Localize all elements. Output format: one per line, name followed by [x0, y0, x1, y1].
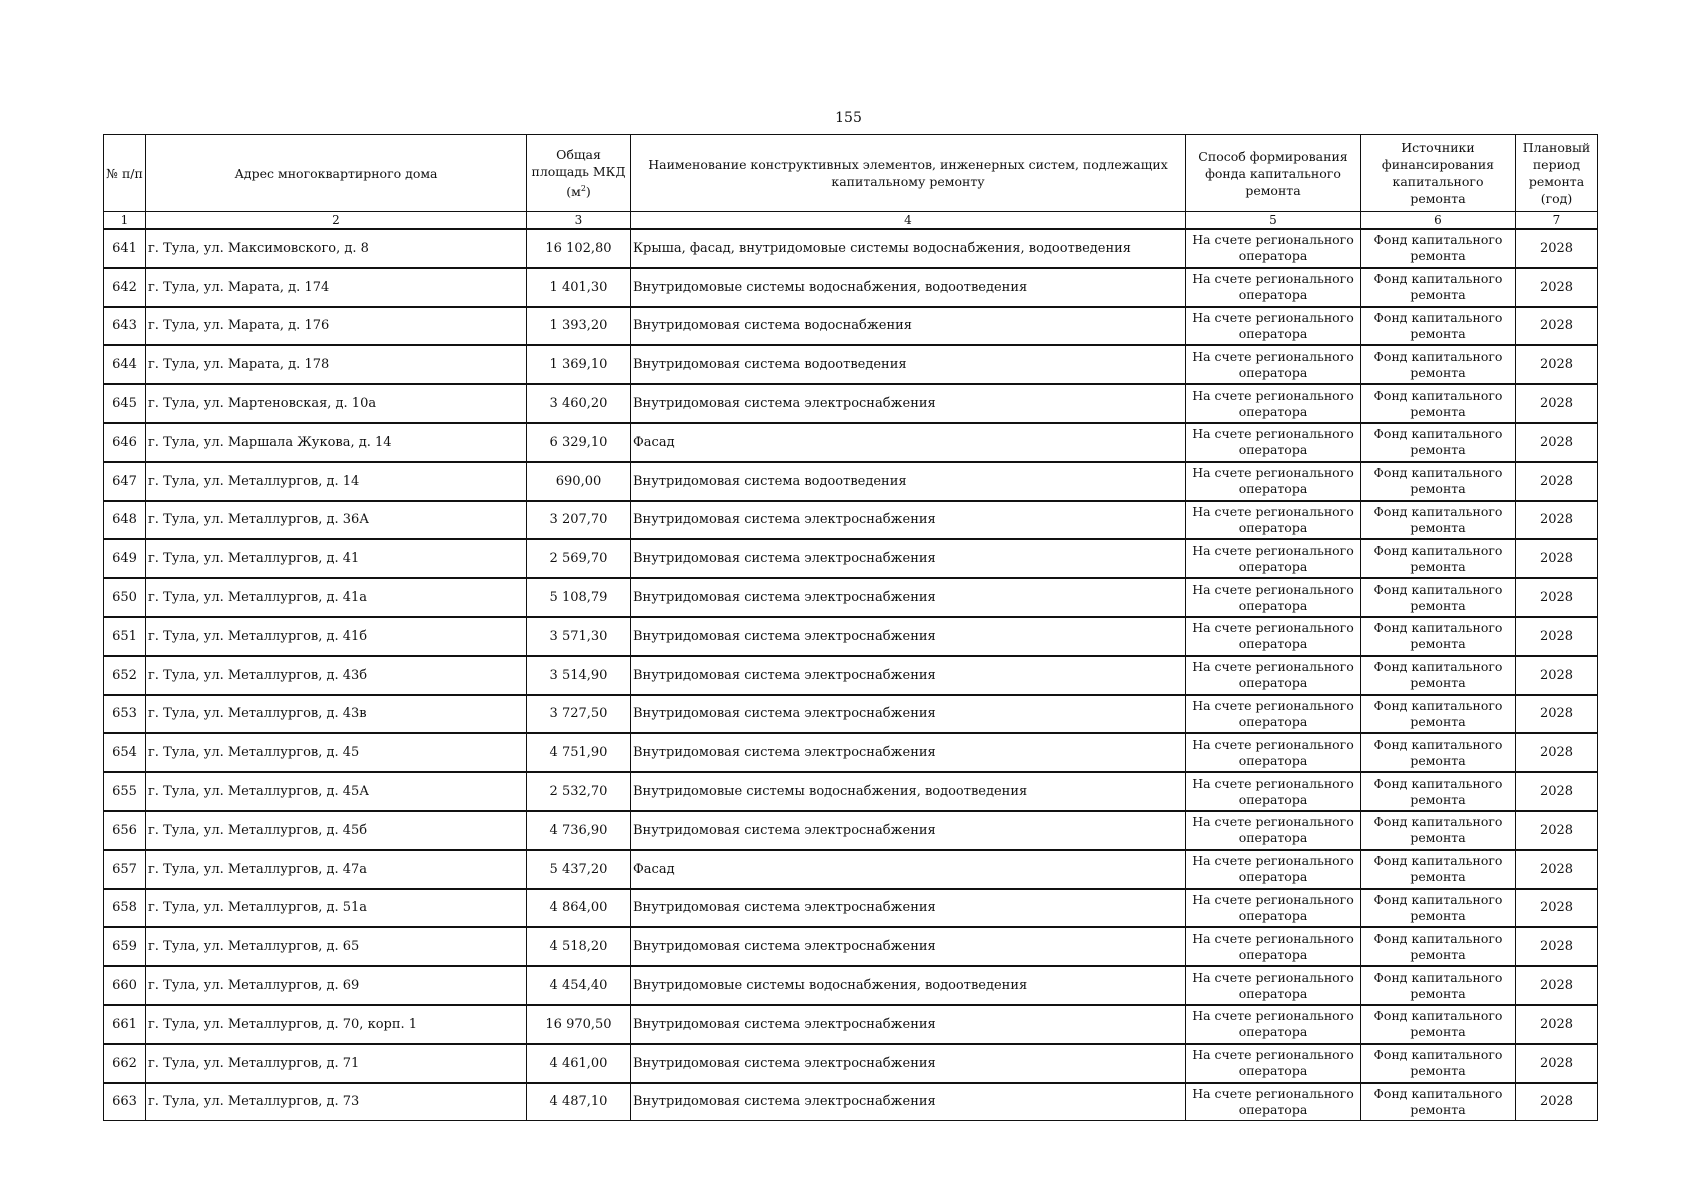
header-row	[104, 135, 1598, 212]
address-cell: г. Тула, ул. Металлургов, д. 73	[146, 1083, 527, 1121]
area-cell: 4 454,40	[527, 966, 631, 1005]
row-number: 661	[104, 1005, 146, 1044]
header-num: № п/п	[104, 135, 146, 212]
year-cell: 2028	[1516, 772, 1598, 811]
column-number: 4	[631, 212, 1186, 230]
source-cell: Фонд капитального ремонта	[1361, 307, 1516, 346]
address-cell: г. Тула, ул. Металлургов, д. 14	[146, 462, 527, 501]
header-elements: Наименование конструктивных элементов, инженерных систем, подлежащих капитальному ремонту	[631, 135, 1186, 212]
repair-plan-table	[103, 134, 1598, 1121]
table-row	[104, 733, 1598, 772]
row-number: 657	[104, 850, 146, 889]
method-cell: На счете регионального оператора	[1186, 850, 1361, 889]
column-number: 3	[527, 212, 631, 230]
year-cell: 2028	[1516, 927, 1598, 966]
year-cell: 2028	[1516, 695, 1598, 734]
row-number: 649	[104, 539, 146, 578]
method-cell: На счете регионального оператора	[1186, 1083, 1361, 1121]
year-cell: 2028	[1516, 229, 1598, 268]
source-cell: Фонд капитального ремонта	[1361, 772, 1516, 811]
address-cell: г. Тула, ул. Металлургов, д. 71	[146, 1044, 527, 1083]
row-number: 645	[104, 384, 146, 423]
elements-cell: Внутридомовые системы водоснабжения, водоотведения	[631, 772, 1186, 811]
elements-cell: Внутридомовая система электроснабжения	[631, 889, 1186, 928]
elements-cell: Внутридомовая система водоснабжения	[631, 307, 1186, 346]
table-row	[104, 927, 1598, 966]
column-number: 6	[1361, 212, 1516, 230]
area-cell: 3 514,90	[527, 656, 631, 695]
header-area-unit: (м	[566, 184, 581, 200]
elements-cell: Внутридомовые системы водоснабжения, водоотведения	[631, 966, 1186, 1005]
source-cell: Фонд капитального ремонта	[1361, 1005, 1516, 1044]
elements-cell: Фасад	[631, 423, 1186, 462]
area-cell: 3 460,20	[527, 384, 631, 423]
method-cell: На счете регионального оператора	[1186, 1005, 1361, 1044]
column-number: 7	[1516, 212, 1598, 230]
source-cell: Фонд капитального ремонта	[1361, 384, 1516, 423]
header-area-label: Общая площадь МКД	[531, 146, 626, 179]
area-cell: 4 864,00	[527, 889, 631, 928]
source-cell: Фонд капитального ремонта	[1361, 578, 1516, 617]
area-cell: 3 727,50	[527, 695, 631, 734]
year-cell: 2028	[1516, 501, 1598, 540]
header-area-sup: 2	[580, 183, 586, 193]
table-row	[104, 966, 1598, 1005]
source-cell: Фонд капитального ремонта	[1361, 617, 1516, 656]
table-row	[104, 578, 1598, 617]
method-cell: На счете регионального оператора	[1186, 733, 1361, 772]
year-cell: 2028	[1516, 656, 1598, 695]
year-cell: 2028	[1516, 423, 1598, 462]
table-row	[104, 268, 1598, 307]
column-number: 5	[1186, 212, 1361, 230]
row-number: 652	[104, 656, 146, 695]
area-cell: 6 329,10	[527, 423, 631, 462]
method-cell: На счете регионального оператора	[1186, 462, 1361, 501]
elements-cell: Внутридомовая система электроснабжения	[631, 656, 1186, 695]
method-cell: На счете регионального оператора	[1186, 1044, 1361, 1083]
year-cell: 2028	[1516, 811, 1598, 850]
row-number: 656	[104, 811, 146, 850]
row-number: 663	[104, 1083, 146, 1121]
header-method: Способ формирования фонда капитального ремонта	[1186, 135, 1361, 212]
address-cell: г. Тула, ул. Маршала Жукова, д. 14	[146, 423, 527, 462]
row-number: 654	[104, 733, 146, 772]
row-number: 662	[104, 1044, 146, 1083]
table-row	[104, 345, 1598, 384]
row-number: 655	[104, 772, 146, 811]
source-cell: Фонд капитального ремонта	[1361, 733, 1516, 772]
method-cell: На счете регионального оператора	[1186, 345, 1361, 384]
row-number: 648	[104, 501, 146, 540]
area-cell: 4 751,90	[527, 733, 631, 772]
address-cell: г. Тула, ул. Металлургов, д. 41б	[146, 617, 527, 656]
row-number: 641	[104, 229, 146, 268]
source-cell: Фонд капитального ремонта	[1361, 423, 1516, 462]
address-cell: г. Тула, ул. Металлургов, д. 45А	[146, 772, 527, 811]
address-cell: г. Тула, ул. Марата, д. 176	[146, 307, 527, 346]
elements-cell: Фасад	[631, 850, 1186, 889]
row-number: 650	[104, 578, 146, 617]
elements-cell: Внутридомовая система электроснабжения	[631, 1083, 1186, 1121]
table-row	[104, 656, 1598, 695]
method-cell: На счете регионального оператора	[1186, 307, 1361, 346]
row-number: 647	[104, 462, 146, 501]
source-cell: Фонд капитального ремонта	[1361, 1044, 1516, 1083]
address-cell: г. Тула, ул. Металлургов, д. 41а	[146, 578, 527, 617]
header-period: Плановый период ремонта (год)	[1516, 135, 1598, 212]
column-number: 1	[104, 212, 146, 230]
address-cell: г. Тула, ул. Металлургов, д. 65	[146, 927, 527, 966]
method-cell: На счете регионального оператора	[1186, 617, 1361, 656]
source-cell: Фонд капитального ремонта	[1361, 889, 1516, 928]
area-cell: 5 108,79	[527, 578, 631, 617]
year-cell: 2028	[1516, 307, 1598, 346]
elements-cell: Внутридомовая система электроснабжения	[631, 1005, 1186, 1044]
year-cell: 2028	[1516, 966, 1598, 1005]
year-cell: 2028	[1516, 384, 1598, 423]
area-cell: 3 207,70	[527, 501, 631, 540]
method-cell: На счете регионального оператора	[1186, 811, 1361, 850]
method-cell: На счете регионального оператора	[1186, 695, 1361, 734]
year-cell: 2028	[1516, 462, 1598, 501]
year-cell: 2028	[1516, 578, 1598, 617]
year-cell: 2028	[1516, 733, 1598, 772]
area-cell: 4 487,10	[527, 1083, 631, 1121]
address-cell: г. Тула, ул. Металлургов, д. 43в	[146, 695, 527, 734]
area-cell: 1 401,30	[527, 268, 631, 307]
area-cell: 3 571,30	[527, 617, 631, 656]
page-number: 155	[835, 110, 862, 126]
address-cell: г. Тула, ул. Металлургов, д. 43б	[146, 656, 527, 695]
method-cell: На счете регионального оператора	[1186, 268, 1361, 307]
source-cell: Фонд капитального ремонта	[1361, 811, 1516, 850]
year-cell: 2028	[1516, 539, 1598, 578]
source-cell: Фонд капитального ремонта	[1361, 927, 1516, 966]
table-row	[104, 695, 1598, 734]
table-row	[104, 539, 1598, 578]
row-number: 644	[104, 345, 146, 384]
row-number: 646	[104, 423, 146, 462]
table-row	[104, 384, 1598, 423]
row-number: 659	[104, 927, 146, 966]
method-cell: На счете регионального оператора	[1186, 889, 1361, 928]
elements-cell: Внутридомовые системы водоснабжения, водоотведения	[631, 268, 1186, 307]
column-number: 2	[146, 212, 527, 230]
table-row	[104, 811, 1598, 850]
row-number: 658	[104, 889, 146, 928]
elements-cell: Внутридомовая система электроснабжения	[631, 695, 1186, 734]
area-cell: 2 569,70	[527, 539, 631, 578]
year-cell: 2028	[1516, 1083, 1598, 1121]
method-cell: На счете регионального оператора	[1186, 927, 1361, 966]
address-cell: г. Тула, ул. Мартеновская, д. 10а	[146, 384, 527, 423]
table-body	[104, 229, 1598, 1121]
table-row	[104, 617, 1598, 656]
year-cell: 2028	[1516, 268, 1598, 307]
header-source: Источники финансирования капитального ремонта	[1361, 135, 1516, 212]
header-area-close: )	[585, 184, 591, 200]
year-cell: 2028	[1516, 889, 1598, 928]
row-number: 653	[104, 695, 146, 734]
source-cell: Фонд капитального ремонта	[1361, 656, 1516, 695]
source-cell: Фонд капитального ремонта	[1361, 345, 1516, 384]
elements-cell: Внутридомовая система электроснабжения	[631, 733, 1186, 772]
area-cell: 4 518,20	[527, 927, 631, 966]
method-cell: На счете регионального оператора	[1186, 229, 1361, 268]
row-number: 642	[104, 268, 146, 307]
elements-cell: Внутридомовая система электроснабжения	[631, 927, 1186, 966]
year-cell: 2028	[1516, 617, 1598, 656]
elements-cell: Внутридомовая система водоотведения	[631, 345, 1186, 384]
address-cell: г. Тула, ул. Металлургов, д. 45	[146, 733, 527, 772]
row-number: 643	[104, 307, 146, 346]
method-cell: На счете регионального оператора	[1186, 772, 1361, 811]
area-cell: 5 437,20	[527, 850, 631, 889]
area-cell: 4 461,00	[527, 1044, 631, 1083]
method-cell: На счете регионального оператора	[1186, 501, 1361, 540]
area-cell: 16 970,50	[527, 1005, 631, 1044]
elements-cell: Крыша, фасад, внутридомовые системы водоснабжения, водоотведения	[631, 229, 1186, 268]
source-cell: Фонд капитального ремонта	[1361, 462, 1516, 501]
table-row	[104, 850, 1598, 889]
header-area	[527, 135, 631, 212]
table-row	[104, 1083, 1598, 1121]
address-cell: г. Тула, ул. Металлургов, д. 70, корп. 1	[146, 1005, 527, 1044]
address-cell: г. Тула, ул. Марата, д. 174	[146, 268, 527, 307]
header-address: Адрес многоквартирного дома	[146, 135, 527, 212]
source-cell: Фонд капитального ремонта	[1361, 229, 1516, 268]
source-cell: Фонд капитального ремонта	[1361, 539, 1516, 578]
table-row	[104, 1005, 1598, 1044]
year-cell: 2028	[1516, 1044, 1598, 1083]
method-cell: На счете регионального оператора	[1186, 539, 1361, 578]
source-cell: Фонд капитального ремонта	[1361, 501, 1516, 540]
table-row	[104, 772, 1598, 811]
area-cell: 1 393,20	[527, 307, 631, 346]
elements-cell: Внутридомовая система электроснабжения	[631, 1044, 1186, 1083]
address-cell: г. Тула, ул. Марата, д. 178	[146, 345, 527, 384]
source-cell: Фонд капитального ремонта	[1361, 966, 1516, 1005]
elements-cell: Внутридомовая система электроснабжения	[631, 501, 1186, 540]
source-cell: Фонд капитального ремонта	[1361, 695, 1516, 734]
elements-cell: Внутридомовая система электроснабжения	[631, 539, 1186, 578]
elements-cell: Внутридомовая система водоотведения	[631, 462, 1186, 501]
address-cell: г. Тула, ул. Металлургов, д. 45б	[146, 811, 527, 850]
area-cell: 1 369,10	[527, 345, 631, 384]
address-cell: г. Тула, ул. Максимовского, д. 8	[146, 229, 527, 268]
address-cell: г. Тула, ул. Металлургов, д. 51а	[146, 889, 527, 928]
row-number: 660	[104, 966, 146, 1005]
elements-cell: Внутридомовая система электроснабжения	[631, 617, 1186, 656]
table-row	[104, 501, 1598, 540]
area-cell: 16 102,80	[527, 229, 631, 268]
table-row	[104, 307, 1598, 346]
source-cell: Фонд капитального ремонта	[1361, 850, 1516, 889]
elements-cell: Внутридомовая система электроснабжения	[631, 578, 1186, 617]
table-row	[104, 423, 1598, 462]
year-cell: 2028	[1516, 850, 1598, 889]
year-cell: 2028	[1516, 1005, 1598, 1044]
method-cell: На счете регионального оператора	[1186, 578, 1361, 617]
address-cell: г. Тула, ул. Металлургов, д. 47а	[146, 850, 527, 889]
area-cell: 690,00	[527, 462, 631, 501]
method-cell: На счете регионального оператора	[1186, 656, 1361, 695]
source-cell: Фонд капитального ремонта	[1361, 1083, 1516, 1121]
address-cell: г. Тула, ул. Металлургов, д. 36А	[146, 501, 527, 540]
table-row	[104, 889, 1598, 928]
table-row	[104, 229, 1598, 268]
column-number-row	[104, 212, 1598, 230]
table-row	[104, 462, 1598, 501]
table-row	[104, 1044, 1598, 1083]
elements-cell: Внутридомовая система электроснабжения	[631, 384, 1186, 423]
method-cell: На счете регионального оператора	[1186, 384, 1361, 423]
elements-cell: Внутридомовая система электроснабжения	[631, 811, 1186, 850]
method-cell: На счете регионального оператора	[1186, 966, 1361, 1005]
address-cell: г. Тула, ул. Металлургов, д. 41	[146, 539, 527, 578]
address-cell: г. Тула, ул. Металлургов, д. 69	[146, 966, 527, 1005]
year-cell: 2028	[1516, 345, 1598, 384]
method-cell: На счете регионального оператора	[1186, 423, 1361, 462]
row-number: 651	[104, 617, 146, 656]
source-cell: Фонд капитального ремонта	[1361, 268, 1516, 307]
area-cell: 4 736,90	[527, 811, 631, 850]
area-cell: 2 532,70	[527, 772, 631, 811]
